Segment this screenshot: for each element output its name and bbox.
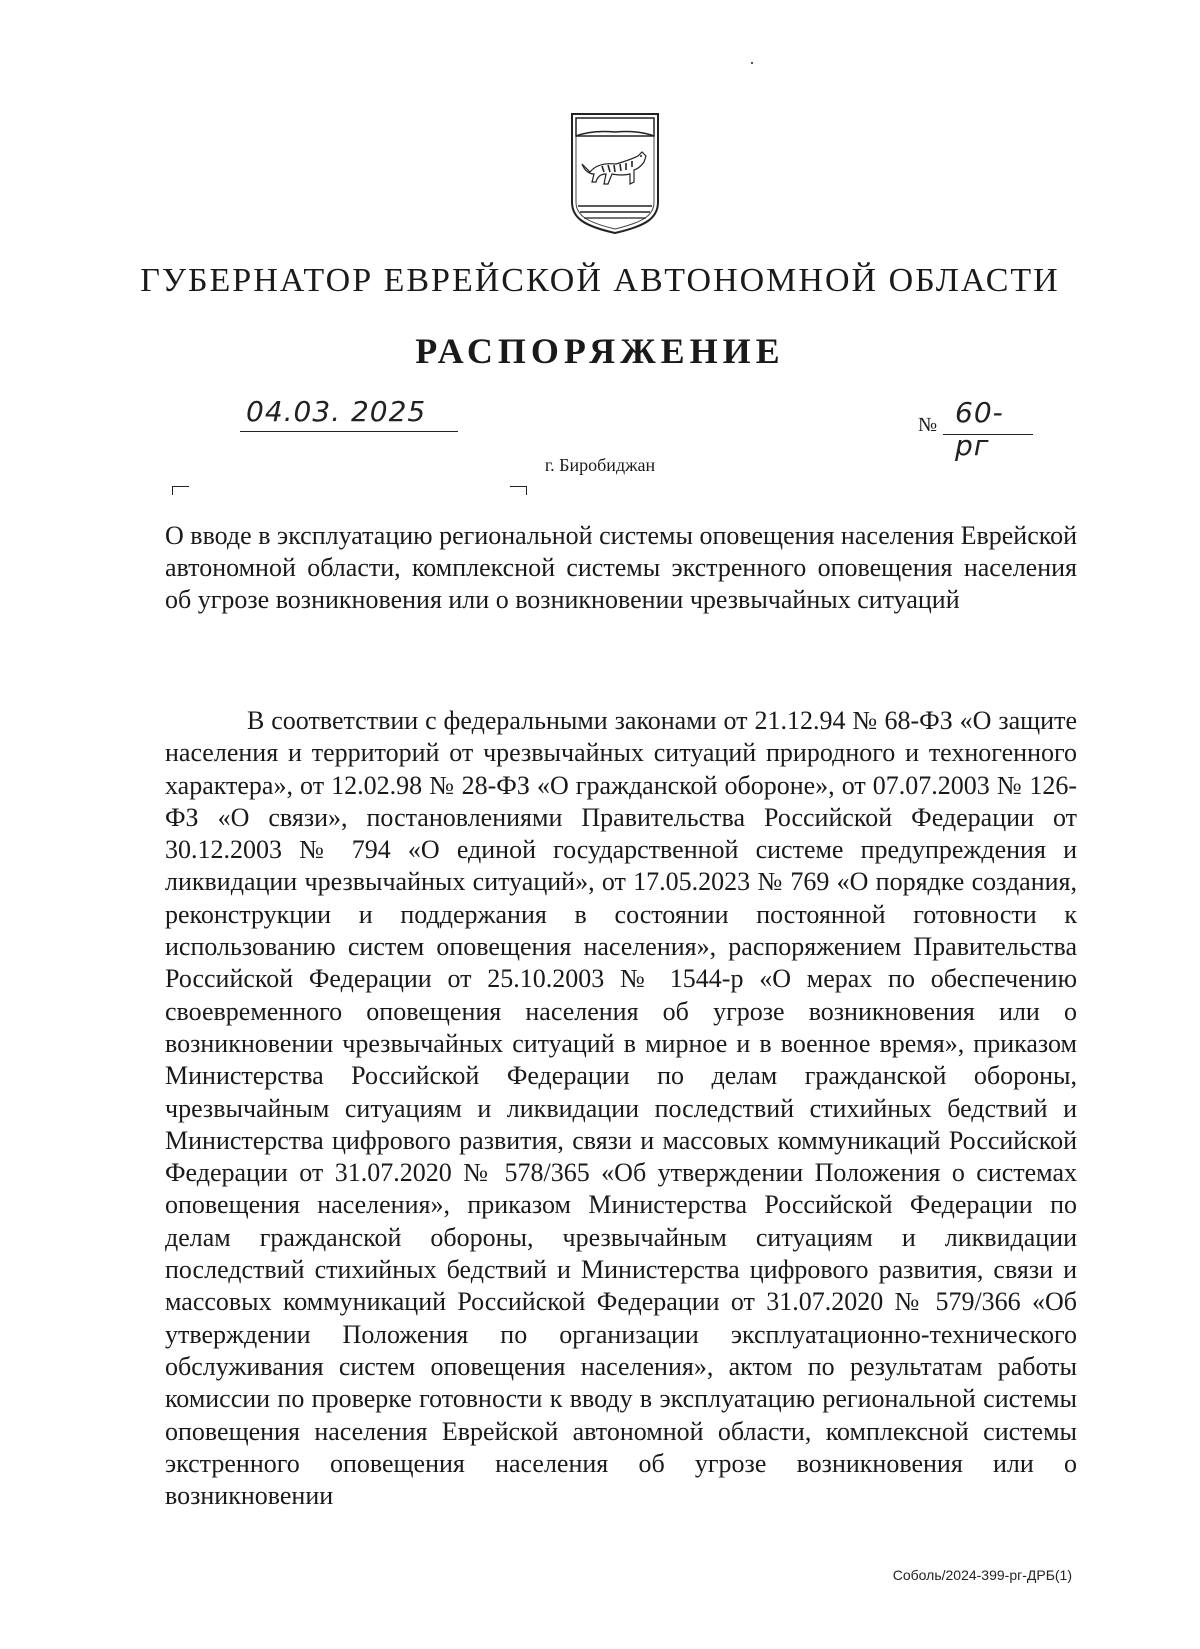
handwritten-number: 60-рг [955, 396, 1004, 462]
coat-of-arms-emblem [568, 110, 662, 237]
tiger-shield-icon [568, 110, 662, 237]
footer-registration-code: Соболь/2024-399-рг-ДРБ(1) [892, 1567, 1072, 1583]
handwritten-date: 04.03. 2025 [246, 395, 427, 428]
number-underline [943, 396, 1033, 462]
document-body-paragraph: В соответствии с федеральными законами от 21.12.94 № 68-ФЗ «О защите населения и территорий от чрезвычайных ситуаций природного и техногенного характера», от 12.02.98 № 28-ФЗ «О гражданской обороне», от 07.07.2003 № 126-ФЗ «О связи», постановлениями Правительства Российской Федерации от 30.12.2003 № 794 «О единой государственной системе предупреждения и ликвидации чрезвычайных ситуаций», от 17.05.2023 № 769 «О порядке создания, реконструкции и поддержания в состоянии постоянной готовности к использованию систем оповещения населения», распоряжением Правительства Российской Федерации от 25.10.2003 № 1544-р «О мерах по обеспечению своевременного оповещения населения об угрозе возникновения или о возникновении чрезвычайных ситуаций в мирное и в военное время», приказом Министерства Российской Федерации по делам гражданской обороны, чрезвычайным ситуациям и ликвидации последствий стихийных бедствий и Министерства цифрового развития, связи и массовых коммуникаций Российской Федерации от 31.07.2020 № 578/365 «Об утверждении Положения о системах оповещения населения», приказом Министерства Российской Федерации по делам гражданской обороны, чрезвычайным ситуациям и ликвидации последствий стихийных бедствий и Министерства цифрового развития, связи и массовых коммуникаций Российской Федерации от 31.07.2020 № 579/366 «Об утверждении Положения по организации эксплуатационно-технического обслуживания систем оповещения населения», актом по результатам работы комиссии по проверке готовности к вводу в эксплуатацию региональной системы оповещения населения Еврейской автономной области, комплексной системы экстренного оповещения населения об угрозе возникновения или о возникновении [165, 706, 1077, 1511]
document-subject: О вводе в эксплуатацию региональной системы оповещения населения Еврейской автономной области, комплексной системы экстренного оповещения населения об угрозе возникновения или о возникновении чрезвычайных ситуаций [165, 521, 1077, 614]
scan-speck [751, 62, 753, 64]
city-of-issue: г. Биробиджан [544, 455, 656, 475]
title-bracket-right [510, 486, 527, 495]
issuing-authority-header: ГУБЕРНАТОР ЕВРЕЙСКОЙ АВТОНОМНОЙ ОБЛАСТИ [140, 262, 1060, 299]
number-sign-label: № [918, 414, 938, 436]
title-bracket-left [172, 486, 189, 495]
date-field [240, 395, 458, 432]
document-type-title: РАСПОРЯЖЕНИЕ [415, 331, 785, 371]
